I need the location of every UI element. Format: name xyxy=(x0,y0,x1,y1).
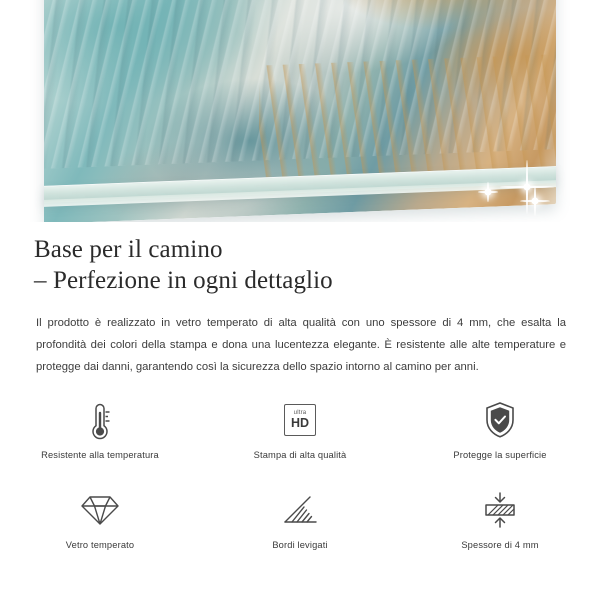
feature-item xyxy=(400,488,600,550)
diamond-icon xyxy=(81,488,119,532)
feature-grid xyxy=(0,398,600,550)
headline-line-2: – Perfezione in ogni dettaglio xyxy=(34,267,333,294)
feature-item xyxy=(200,398,400,460)
ultra-hd-badge-top: ultra xyxy=(293,410,307,417)
headline-line-1: Base per il camino xyxy=(34,236,223,263)
shield-check-icon xyxy=(483,398,517,442)
feature-label: Bordi levigati xyxy=(272,540,328,550)
page-title xyxy=(0,222,600,296)
feature-label: Resistente alla temperatura xyxy=(41,450,159,460)
hero-image xyxy=(0,0,600,222)
feature-label: Vetro temperato xyxy=(65,540,135,550)
thickness-arrows-icon xyxy=(481,488,519,532)
ultra-hd-icon xyxy=(284,398,316,442)
product-description: Il prodotto è realizzato in vetro temperato di alta qualità con uno spessore di 4 mm, che esalta la profondità dei colori della stampa e dona una lucentezza elegante. È resistente alle alte temperature e protegge dai danni, garantendo così la sicurezza dello spazio intorno al camino per anni. xyxy=(36,317,566,373)
thermometer-icon xyxy=(85,398,115,442)
feature-label: Spessore di 4 mm xyxy=(461,540,539,550)
feature-item xyxy=(0,488,200,550)
feature-item xyxy=(0,398,200,460)
feature-item xyxy=(400,398,600,460)
polished-edges-icon xyxy=(283,488,317,532)
feature-label: Protegge la superficie xyxy=(453,450,547,460)
feature-label: Stampa di alta qualità xyxy=(253,450,347,460)
feature-item xyxy=(200,488,400,550)
ultra-hd-badge-bottom: HD xyxy=(290,416,310,431)
content-block xyxy=(0,222,600,378)
